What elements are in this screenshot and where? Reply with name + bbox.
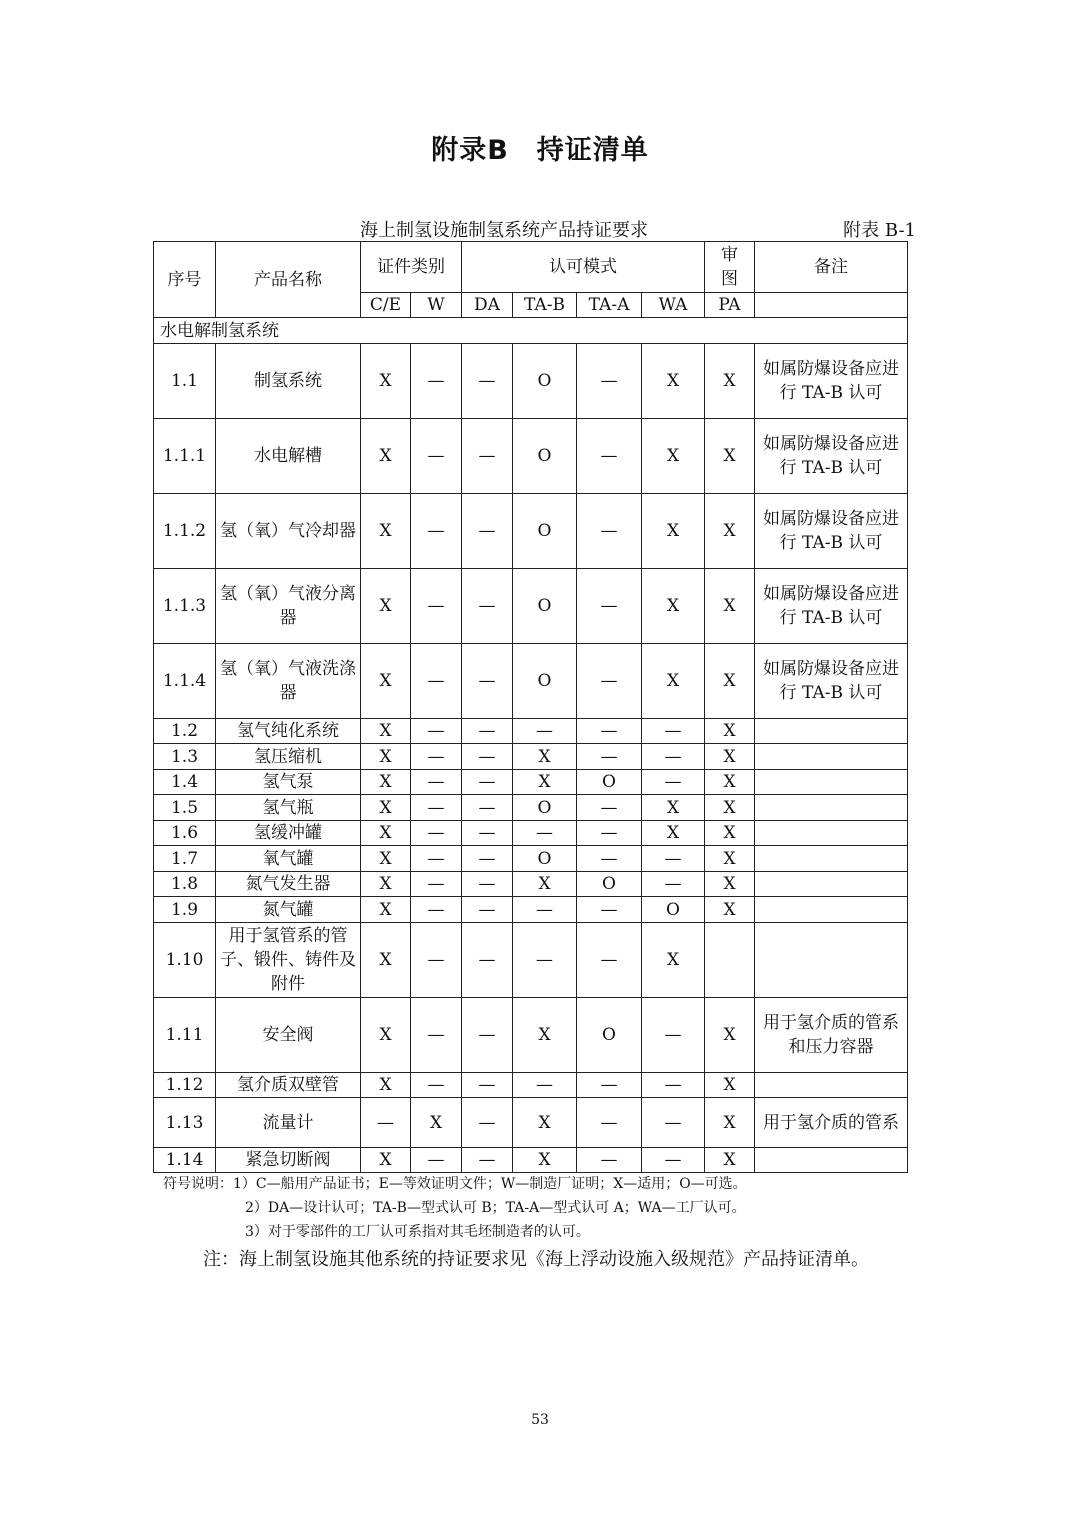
cell-wa: —: [642, 719, 705, 744]
cell-w: —: [411, 795, 462, 821]
cell-da: —: [462, 644, 513, 719]
row-product-name: 氢介质双壁管: [216, 1073, 361, 1098]
cell-da: —: [462, 897, 513, 923]
section-row: [154, 318, 908, 344]
cell-ta-b: —: [513, 719, 577, 744]
cell-w: —: [411, 644, 462, 719]
cell-ce: X: [361, 569, 411, 644]
cell-da: —: [462, 872, 513, 897]
cell-ta-a: —: [577, 569, 642, 644]
row-remark: 用于氢介质的管系和压力容器: [755, 998, 908, 1073]
table-row: [154, 644, 908, 719]
cell-ta-b: —: [513, 897, 577, 923]
cell-da: —: [462, 419, 513, 494]
row-seq: 1.7: [154, 846, 216, 872]
cell-w: —: [411, 419, 462, 494]
cell-ce: X: [361, 770, 411, 795]
certification-table: [153, 241, 908, 1173]
cell-w: —: [411, 998, 462, 1073]
cell-ta-a: —: [577, 644, 642, 719]
cell-w: —: [411, 821, 462, 846]
cell-ta-a: O: [577, 872, 642, 897]
cell-ce: X: [361, 1148, 411, 1173]
table-row: [154, 795, 908, 821]
table-row: [154, 1098, 908, 1148]
cell-ta-a: —: [577, 1098, 642, 1148]
cell-ce: X: [361, 1073, 411, 1098]
section-title: 水电解制氢系统: [154, 318, 908, 344]
row-seq: 1.4: [154, 770, 216, 795]
cell-w: —: [411, 569, 462, 644]
row-seq: 1.9: [154, 897, 216, 923]
row-product-name: 氮气发生器: [216, 872, 361, 897]
cell-ce: X: [361, 923, 411, 998]
cell-ce: X: [361, 998, 411, 1073]
cell-w: —: [411, 494, 462, 569]
table-row: [154, 998, 908, 1073]
table-row: [154, 744, 908, 770]
row-product-name: 氢气泵: [216, 770, 361, 795]
cell-ta-b: O: [513, 644, 577, 719]
row-remark: [755, 923, 908, 998]
row-seq: 1.13: [154, 1098, 216, 1148]
cell-w: —: [411, 1073, 462, 1098]
table-row: [154, 872, 908, 897]
header-row: [154, 242, 908, 293]
table-row: [154, 494, 908, 569]
row-seq: 1.12: [154, 1073, 216, 1098]
cell-ce: X: [361, 494, 411, 569]
row-remark: [755, 744, 908, 770]
cell-da: —: [462, 1148, 513, 1173]
row-seq: 1.3: [154, 744, 216, 770]
row-seq: 1.1.1: [154, 419, 216, 494]
cell-da: —: [462, 719, 513, 744]
cell-da: —: [462, 744, 513, 770]
row-product-name: 氢缓冲罐: [216, 821, 361, 846]
cell-da: —: [462, 569, 513, 644]
row-remark: [755, 872, 908, 897]
cell-wa: —: [642, 744, 705, 770]
cell-pa: X: [705, 1098, 755, 1148]
cell-pa: X: [705, 1148, 755, 1173]
page-title: 附录B 持证清单: [431, 135, 649, 166]
table-caption: [154, 216, 916, 240]
table-row: [154, 897, 908, 923]
table-caption-title: 海上制氢设施制氢系统产品持证要求: [360, 220, 648, 241]
cell-ta-a: O: [577, 770, 642, 795]
cell-wa: —: [642, 998, 705, 1073]
subheader-wa: WA: [642, 293, 705, 318]
cell-ta-a: —: [577, 344, 642, 419]
subheader-remark-empty: [755, 293, 908, 318]
cell-ce: X: [361, 744, 411, 770]
subheader-da: DA: [462, 293, 513, 318]
cell-w: —: [411, 897, 462, 923]
table-row: [154, 923, 908, 998]
cell-ta-b: O: [513, 494, 577, 569]
cell-ta-a: —: [577, 494, 642, 569]
cell-wa: X: [642, 644, 705, 719]
header-seq: 序号: [154, 242, 216, 318]
cell-ta-a: —: [577, 821, 642, 846]
cell-wa: X: [642, 795, 705, 821]
table-row: [154, 1148, 908, 1173]
cell-da: —: [462, 821, 513, 846]
cell-ta-b: —: [513, 821, 577, 846]
cell-w: —: [411, 770, 462, 795]
cell-ce: X: [361, 872, 411, 897]
cell-wa: X: [642, 344, 705, 419]
cell-pa: X: [705, 744, 755, 770]
row-product-name: 氢（氧）气冷却器: [216, 494, 361, 569]
cell-w: —: [411, 923, 462, 998]
cell-ta-b: O: [513, 795, 577, 821]
cell-da: —: [462, 998, 513, 1073]
cell-ta-b: X: [513, 998, 577, 1073]
cell-wa: —: [642, 846, 705, 872]
cell-pa: X: [705, 770, 755, 795]
table-row: [154, 846, 908, 872]
cell-ta-b: O: [513, 569, 577, 644]
row-remark: 如属防爆设备应进行 TA-B 认可: [755, 344, 908, 419]
cell-pa: X: [705, 872, 755, 897]
cell-pa: X: [705, 998, 755, 1073]
table-row: [154, 344, 908, 419]
cell-w: —: [411, 846, 462, 872]
cell-ta-a: —: [577, 744, 642, 770]
cell-da: —: [462, 846, 513, 872]
header-cert-type: 证件类别: [361, 242, 462, 293]
cell-ta-b: —: [513, 1073, 577, 1098]
row-seq: 1.1.2: [154, 494, 216, 569]
cell-ce: X: [361, 897, 411, 923]
row-seq: 1.10: [154, 923, 216, 998]
row-product-name: 氢（氧）气液洗涤器: [216, 644, 361, 719]
row-product-name: 氢气瓶: [216, 795, 361, 821]
row-product-name: 氢（氧）气液分离器: [216, 569, 361, 644]
cell-pa: X: [705, 897, 755, 923]
row-seq: 1.14: [154, 1148, 216, 1173]
note-1: 符号说明：1）C—船用产品证书；E—等效证明文件；W—制造厂证明；X—适用；O—可选。: [163, 1176, 747, 1192]
cell-ta-a: —: [577, 846, 642, 872]
row-seq: 1.11: [154, 998, 216, 1073]
row-product-name: 制氢系统: [216, 344, 361, 419]
cell-pa: X: [705, 569, 755, 644]
cell-w: X: [411, 1098, 462, 1148]
subheader-pa: PA: [705, 293, 755, 318]
cell-ta-b: X: [513, 1098, 577, 1148]
note-2: 2）DA—设计认可；TA-B—型式认可 B；TA-A—型式认可 A；WA—工厂认可。: [245, 1200, 746, 1216]
cell-w: —: [411, 1148, 462, 1173]
row-remark: [755, 821, 908, 846]
cell-ta-b: X: [513, 872, 577, 897]
row-seq: 1.5: [154, 795, 216, 821]
row-remark: [755, 770, 908, 795]
row-seq: 1.6: [154, 821, 216, 846]
cell-ce: X: [361, 419, 411, 494]
cell-ta-a: —: [577, 1148, 642, 1173]
cell-ta-b: X: [513, 1148, 577, 1173]
row-remark: [755, 1073, 908, 1098]
row-remark: 用于氢介质的管系: [755, 1098, 908, 1148]
cell-ce: X: [361, 846, 411, 872]
table-row: [154, 1073, 908, 1098]
cell-da: —: [462, 494, 513, 569]
row-remark: [755, 719, 908, 744]
cell-ta-a: —: [577, 419, 642, 494]
row-product-name: 氮气罐: [216, 897, 361, 923]
cell-wa: —: [642, 1148, 705, 1173]
cell-da: —: [462, 344, 513, 419]
cell-da: —: [462, 923, 513, 998]
cell-pa: X: [705, 1073, 755, 1098]
row-remark: [755, 897, 908, 923]
row-product-name: 安全阀: [216, 998, 361, 1073]
cell-pa: X: [705, 821, 755, 846]
row-product-name: 水电解槽: [216, 419, 361, 494]
table-row: [154, 419, 908, 494]
cell-pa: X: [705, 644, 755, 719]
cell-pa: X: [705, 419, 755, 494]
cell-ta-a: —: [577, 923, 642, 998]
cell-ce: X: [361, 821, 411, 846]
symbol-notes: [163, 1172, 747, 1244]
cell-wa: X: [642, 494, 705, 569]
cell-wa: —: [642, 1073, 705, 1098]
cell-da: —: [462, 1098, 513, 1148]
cell-ta-b: O: [513, 846, 577, 872]
row-seq: 1.1.4: [154, 644, 216, 719]
row-remark: 如属防爆设备应进行 TA-B 认可: [755, 569, 908, 644]
cell-ta-a: —: [577, 795, 642, 821]
cell-ce: X: [361, 795, 411, 821]
cell-ta-b: O: [513, 344, 577, 419]
subheader-w: W: [411, 293, 462, 318]
row-seq: 1.1.3: [154, 569, 216, 644]
row-remark: 如属防爆设备应进行 TA-B 认可: [755, 494, 908, 569]
cell-wa: O: [642, 897, 705, 923]
cell-wa: —: [642, 872, 705, 897]
row-remark: 如属防爆设备应进行 TA-B 认可: [755, 419, 908, 494]
row-product-name: 流量计: [216, 1098, 361, 1148]
header-name: 产品名称: [216, 242, 361, 318]
cell-wa: X: [642, 923, 705, 998]
page-number: 53: [531, 1412, 549, 1428]
cell-ta-a: O: [577, 998, 642, 1073]
subheader-ta-a: TA-A: [577, 293, 642, 318]
subheader-ta-b: TA-B: [513, 293, 577, 318]
table-row: [154, 719, 908, 744]
row-remark: [755, 795, 908, 821]
cell-w: —: [411, 719, 462, 744]
cell-pa: X: [705, 795, 755, 821]
cell-w: —: [411, 744, 462, 770]
cell-w: —: [411, 344, 462, 419]
row-product-name: 紧急切断阀: [216, 1148, 361, 1173]
cell-da: —: [462, 795, 513, 821]
cell-wa: X: [642, 419, 705, 494]
cell-pa: X: [705, 344, 755, 419]
cell-ta-a: —: [577, 719, 642, 744]
cell-pa: X: [705, 494, 755, 569]
row-seq: 1.1: [154, 344, 216, 419]
cell-w: —: [411, 872, 462, 897]
header-remark: 备注: [755, 242, 908, 293]
row-remark: 如属防爆设备应进行 TA-B 认可: [755, 644, 908, 719]
cell-ta-b: O: [513, 419, 577, 494]
row-product-name: 用于氢管系的管子、锻件、铸件及附件: [216, 923, 361, 998]
subheader-ce: C/E: [361, 293, 411, 318]
row-remark: [755, 846, 908, 872]
cell-wa: —: [642, 1098, 705, 1148]
cell-ta-a: —: [577, 1073, 642, 1098]
cell-pa: X: [705, 719, 755, 744]
cell-wa: X: [642, 821, 705, 846]
cell-da: —: [462, 1073, 513, 1098]
row-seq: 1.2: [154, 719, 216, 744]
row-product-name: 氢气纯化系统: [216, 719, 361, 744]
table-number: 附表 B-1: [843, 220, 916, 241]
table-row: [154, 770, 908, 795]
table-row: [154, 821, 908, 846]
header-review: 审图: [705, 242, 755, 293]
cell-wa: —: [642, 770, 705, 795]
cell-pa: X: [705, 846, 755, 872]
cell-pa: [705, 923, 755, 998]
cell-ta-b: —: [513, 923, 577, 998]
row-remark: [755, 1148, 908, 1173]
row-product-name: 氧气罐: [216, 846, 361, 872]
table-row: [154, 569, 908, 644]
cell-ta-b: X: [513, 744, 577, 770]
cell-ce: X: [361, 344, 411, 419]
row-product-name: 氢压缩机: [216, 744, 361, 770]
footer-remark: 注：海上制氢设施其他系统的持证要求见《海上浮动设施入级规范》产品持证清单。: [203, 1249, 869, 1270]
header-approval-mode: 认可模式: [462, 242, 705, 293]
cell-ce: X: [361, 644, 411, 719]
cell-ta-a: —: [577, 897, 642, 923]
cell-ta-b: X: [513, 770, 577, 795]
cell-ce: —: [361, 1098, 411, 1148]
cell-wa: X: [642, 569, 705, 644]
cell-ce: X: [361, 719, 411, 744]
note-3: 3）对于零部件的工厂认可系指对其毛坯制造者的认可。: [245, 1224, 590, 1240]
cell-da: —: [462, 770, 513, 795]
row-seq: 1.8: [154, 872, 216, 897]
